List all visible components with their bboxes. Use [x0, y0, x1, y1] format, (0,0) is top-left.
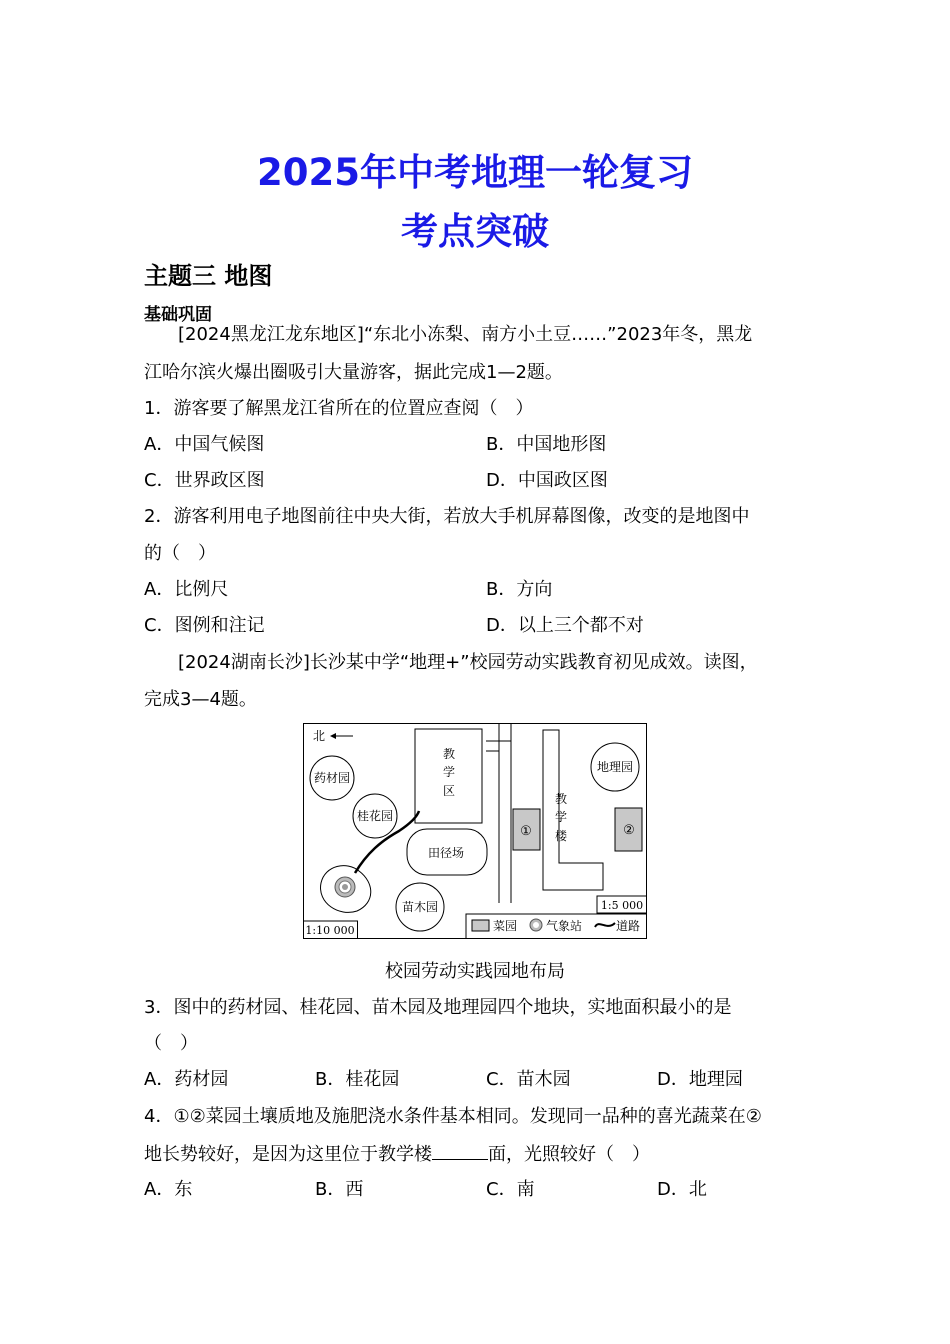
teaching-area-char1: 教 [442, 747, 456, 761]
section-heading: 基础巩固 [144, 305, 212, 325]
osmanthus-garden-label: 桂花园 [356, 809, 394, 823]
legend-weather-icon [530, 919, 542, 931]
vegetable-plot-2-label: ② [623, 823, 635, 838]
q2-stem-line2: 的（ ） [144, 543, 216, 564]
q1-stem: 1．游客要了解黑龙江省所在的位置应查阅（ ） [144, 398, 534, 419]
q2-stem-line1: 2．游客利用电子地图前往中央大街，若放大手机屏幕图像，改变的是地图中 [144, 506, 750, 527]
herb-garden-label: 药材园 [313, 771, 351, 785]
q3-stem-line2: （ ） [144, 1033, 198, 1054]
legend-road-label: 道路 [616, 919, 641, 933]
q4-stem-part2: 面，光照较好（ ） [488, 1144, 650, 1165]
track-field-label: 田径场 [427, 846, 465, 860]
intro1-line1: [2024黑龙江龙东地区]“东北小冻梨、南方小土豆……”2023年冬，黑龙 [178, 324, 753, 345]
q1-option-c: C．世界政区图 [144, 470, 265, 491]
q4-option-c: C．南 [486, 1179, 535, 1200]
q4-option-d: D．北 [657, 1179, 707, 1200]
teaching-area-char3: 区 [442, 784, 456, 798]
campus-map-figure [303, 723, 647, 939]
teaching-building-char2: 学 [554, 810, 568, 824]
figure-caption: 校园劳动实践园地布局 [385, 961, 565, 982]
q3-option-d: D．地理园 [657, 1069, 743, 1090]
doc-title: 2025年中考地理一轮复习 [257, 151, 693, 194]
q4-stem-part1: 地长势较好，是因为这里位于教学楼 [144, 1144, 432, 1165]
q3-stem-line1: 3．图中的药材园、桂花园、苗木园及地理园四个地块，实地面积最小的是 [144, 997, 732, 1018]
q4-stem-line1: 4．①②菜园土壤质地及施肥浇水条件基本相同。发现同一品种的喜光蔬菜在② [144, 1106, 762, 1127]
intro2-line1: [2024湖南长沙]长沙某中学“地理+”校园劳动实践教育初见成效。读图， [178, 652, 758, 673]
teaching-building-char1: 教 [554, 792, 568, 806]
north-label: 北 [313, 729, 326, 743]
q2-option-a: A．比例尺 [144, 579, 229, 600]
q3-option-c: C．苗木园 [486, 1069, 571, 1090]
q1-option-b: B．中国地形图 [486, 434, 607, 455]
scale-left: 1:10 000 [305, 924, 355, 937]
teaching-area-char2: 学 [442, 765, 456, 779]
q4-stem-line2 [144, 1141, 650, 1167]
vegetable-plot-1-label: ① [520, 824, 532, 839]
geography-garden-label: 地理园 [596, 760, 634, 774]
legend-weather-label: 气象站 [546, 919, 583, 933]
q1-option-d: D．中国政区图 [486, 470, 608, 491]
q2-option-b: B．方向 [486, 579, 553, 600]
scale-right: 1:5 000 [600, 899, 644, 912]
legend-garden-label: 菜园 [493, 919, 518, 933]
q3-option-b: B．桂花园 [315, 1069, 400, 1090]
doc-subtitle: 考点突破 [401, 210, 549, 253]
intro2-line2: 完成3—4题。 [144, 689, 257, 710]
q1-option-a: A．中国气候图 [144, 434, 265, 455]
teaching-building-char3: 楼 [554, 829, 568, 843]
intro1-line2: 江哈尔滨火爆出圈吸引大量游客，据此完成1—2题。 [144, 362, 563, 383]
nursery-label: 苗木园 [401, 900, 439, 914]
topic-heading: 主题三 地图 [144, 262, 273, 290]
legend-garden-swatch [472, 920, 489, 931]
weather-station-icon [335, 877, 355, 897]
q4-option-a: A．东 [144, 1179, 193, 1200]
q3-option-a: A．药材园 [144, 1069, 229, 1090]
q4-option-b: B．西 [315, 1179, 364, 1200]
q2-option-c: C．图例和注记 [144, 615, 265, 636]
q2-option-d: D．以上三个都不对 [486, 615, 644, 636]
answer-blank[interactable] [432, 1141, 488, 1160]
